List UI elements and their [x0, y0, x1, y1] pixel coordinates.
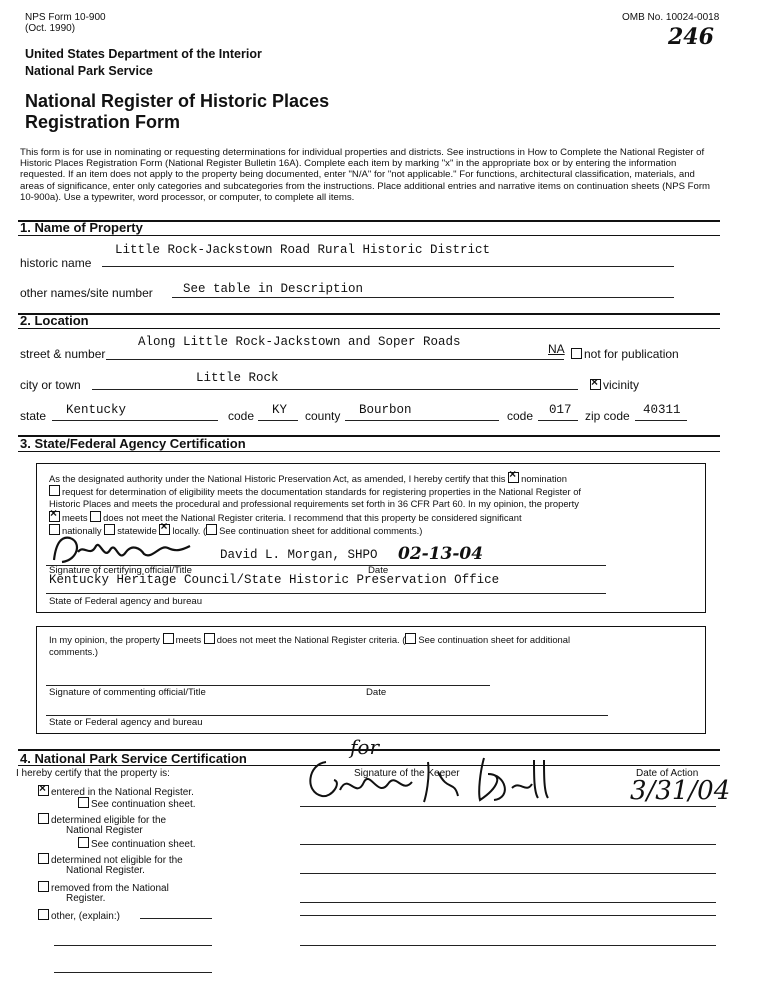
- omb-number: OMB No. 10024-0018: [622, 12, 720, 23]
- option-entered-see[interactable]: [78, 797, 196, 810]
- eligible-see-label: See continuation sheet.: [91, 839, 196, 850]
- field-underline: [46, 715, 608, 716]
- agency-label: State of Federal agency and bureau: [49, 596, 203, 607]
- other-checkbox[interactable]: [38, 909, 49, 920]
- removed-label-2: Register.: [66, 893, 106, 904]
- not-for-publication-label: not for publication: [584, 347, 679, 361]
- historic-name-label: historic name: [20, 256, 92, 270]
- certification-text: As the designated authority under the National Historic Preservation Act, as amended, I hereby certify that this × nomination request for determination of eligibility meets the documentation standards for registering properties in the National Register of Historic Places and meets the procedural and professional requirements set forth in 36 CFR Part 60. In my opinion, the property ×meets does not meet the National Register criteria. I recommend that this property be considered significant nationally statewide × locally. ( See continuation sheet for additional comments.): [49, 472, 699, 537]
- section-divider: [18, 451, 720, 452]
- code-label: code: [228, 409, 255, 423]
- field-underline: [300, 844, 716, 845]
- county-code-label: code: [507, 409, 534, 423]
- field-underline: [54, 972, 212, 973]
- removed-checkbox[interactable]: [38, 881, 49, 892]
- eligible-label: determined eligible for the: [51, 815, 167, 826]
- field-underline: [46, 685, 490, 686]
- does-not-meet-checkbox[interactable]: [90, 511, 101, 522]
- field-underline: [52, 420, 218, 421]
- other-names-field[interactable]: See table in Description: [183, 282, 364, 296]
- state-code-field[interactable]: KY: [272, 403, 288, 417]
- entered-continuation-checkbox[interactable]: [78, 797, 89, 808]
- field-underline: [345, 420, 499, 421]
- opinion-continuation-checkbox[interactable]: [405, 633, 416, 644]
- opinion-not-meet-checkbox[interactable]: [204, 633, 215, 644]
- vicinity[interactable]: [590, 378, 639, 392]
- county-code-field[interactable]: 017: [549, 403, 572, 417]
- form-title: National Register of Historic Places: [25, 91, 330, 111]
- vicinity-label: vicinity: [603, 378, 640, 392]
- field-underline: [300, 873, 716, 874]
- entered-checkbox[interactable]: [38, 785, 49, 796]
- city-label: city or town: [20, 378, 81, 392]
- na-mark: NA: [548, 342, 565, 356]
- state-field[interactable]: Kentucky: [66, 403, 127, 417]
- street-label: street & number: [20, 347, 106, 361]
- field-underline: [300, 902, 716, 903]
- signer-name: David L. Morgan, SHPO: [220, 548, 378, 562]
- not-eligible-checkbox[interactable]: [38, 853, 49, 864]
- agency-field[interactable]: Kentucky Heritage Council/State Historic Preservation Office: [49, 573, 500, 587]
- eligible-label-2: National Register: [66, 825, 143, 836]
- keeper-signature: [298, 752, 558, 810]
- other-label: other, (explain:): [51, 911, 120, 922]
- continuation-checkbox[interactable]: [206, 524, 217, 535]
- nomination-checkbox[interactable]: [508, 472, 519, 483]
- state-label: state: [20, 409, 47, 423]
- vicinity-checkbox[interactable]: [590, 379, 601, 390]
- county-label: county: [305, 409, 341, 423]
- eligible-continuation-checkbox[interactable]: [78, 837, 89, 848]
- action-date: 3/31/04: [630, 776, 731, 806]
- section-4-heading: 4. National Park Service Certification: [20, 751, 247, 766]
- commenting-agency-label: State or Federal agency and bureau: [49, 717, 203, 728]
- zip-field[interactable]: 40311: [643, 403, 681, 417]
- department-name: United States Department of the Interior: [25, 47, 262, 61]
- field-underline: [300, 806, 716, 807]
- other-names-label: other names/site number: [20, 286, 153, 300]
- field-underline: [46, 593, 606, 594]
- certifying-signature: [48, 530, 198, 570]
- not-eligible-label: determined not eligible for the: [51, 855, 183, 866]
- date-label: Date: [368, 565, 389, 576]
- field-underline: [538, 420, 578, 421]
- keeper-signature-label: Signature of the Keeper: [354, 768, 460, 779]
- handwritten-number: 246: [668, 24, 714, 50]
- form-subtitle: Registration Form: [25, 112, 181, 132]
- option-eligible-see[interactable]: [78, 837, 196, 850]
- certify-statement: I hereby certify that the property is:: [16, 768, 170, 779]
- historic-name-field[interactable]: Little Rock-Jackstown Road Rural Historic District: [115, 243, 491, 257]
- section-divider: [18, 235, 720, 236]
- entered-see-label: See continuation sheet.: [91, 799, 196, 810]
- section-divider: [18, 313, 720, 315]
- zip-label: zip code: [585, 409, 630, 423]
- section-1-heading: 1. Name of Property: [20, 220, 143, 235]
- handwritten-for: for: [350, 735, 380, 759]
- meets-checkbox[interactable]: [49, 511, 60, 522]
- field-underline: [140, 918, 212, 919]
- signature-label: Signature of certifying official/Title: [49, 565, 192, 576]
- field-underline: [102, 266, 674, 267]
- eligible-checkbox[interactable]: [38, 813, 49, 824]
- instructions-paragraph: This form is for use in nominating or requesting determinations for individual properties and districts. See instructions in How to Complete the National Register of Historic Places Registration Form (National Register Bulletin 16A). Complete each item by marking "x" in the appropriate box or by entering the information requested. If an item does not apply to the property being documented, enter "N/A" for "not applicable." For functions, architectural classification, materials, and areas of significance, enter only categories and subcategories from the instructions. Place additional entries and narrative items on continuation sheets (NPS Form 10-900a). Use a typewriter, word processor, or computer, to complete all items.: [20, 147, 711, 203]
- field-underline: [172, 297, 674, 298]
- commenting-date-label: Date: [366, 687, 387, 698]
- not-eligible-label-2: National Register.: [66, 865, 145, 876]
- signature-date: 02-13-04: [398, 544, 484, 564]
- city-field[interactable]: Little Rock: [196, 371, 279, 385]
- not-for-publication-checkbox[interactable]: [571, 348, 582, 359]
- field-underline: [106, 359, 564, 360]
- entered-label: entered in the National Register.: [51, 787, 194, 798]
- option-other[interactable]: [38, 909, 120, 922]
- removed-label: removed from the National: [51, 883, 169, 894]
- commenting-signature-label: Signature of commenting official/Title: [49, 687, 206, 698]
- field-underline: [635, 420, 687, 421]
- form-number: NPS Form 10-900: [25, 12, 106, 23]
- section-2-heading: 2. Location: [20, 313, 89, 328]
- section-3-heading: 3. State/Federal Agency Certification: [20, 436, 246, 451]
- county-field[interactable]: Bourbon: [359, 403, 412, 417]
- date-of-action-label: Date of Action: [636, 768, 699, 779]
- opinion-text: In my opinion, the property meets does not meet the National Register criteria. ( See continuation sheet for additional comments.): [49, 634, 571, 658]
- service-name: National Park Service: [25, 64, 153, 78]
- field-underline: [300, 915, 716, 916]
- field-underline: [300, 945, 716, 946]
- request-checkbox[interactable]: [49, 485, 60, 496]
- field-underline: [258, 420, 298, 421]
- section-divider: [18, 328, 720, 329]
- form-date: (Oct. 1990): [25, 23, 76, 34]
- field-underline: [92, 389, 578, 390]
- field-underline: [54, 945, 212, 946]
- street-field[interactable]: Along Little Rock-Jackstown and Soper Roads: [138, 335, 461, 349]
- opinion-meets-checkbox[interactable]: [163, 633, 174, 644]
- not-for-publication[interactable]: [571, 347, 679, 361]
